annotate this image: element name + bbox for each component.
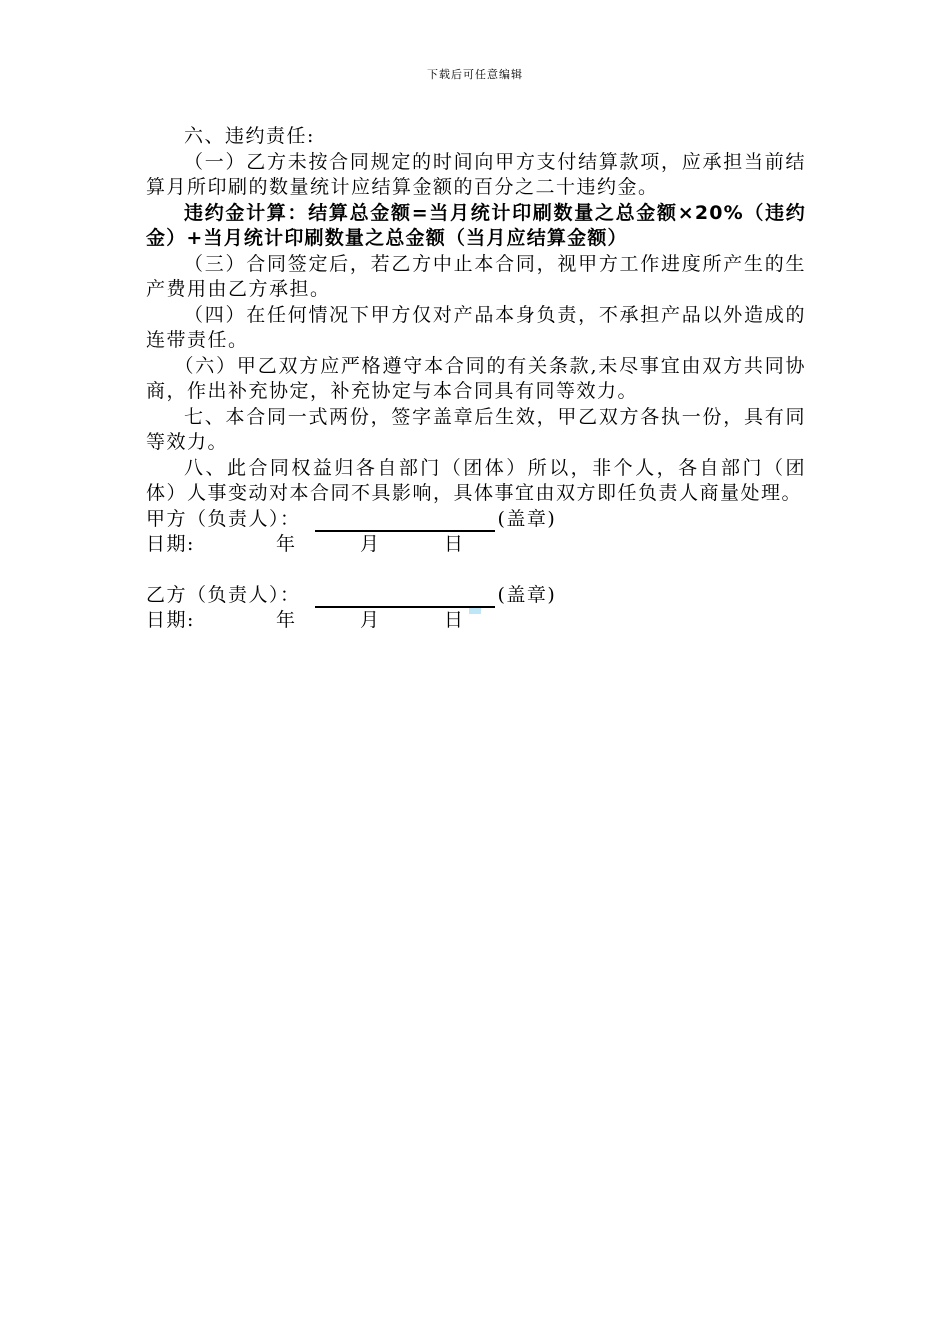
party-b-label: 乙方（负责人）： <box>146 583 301 606</box>
section-7: 七、本合同一式两份，签字盖章后生效，甲乙双方各执一份，具有同等效力。 <box>146 405 806 453</box>
clause-6: （六）甲乙双方应严格遵守本合同的有关条款,未尽事宜由双方共同协商，作出补充协定，补充协定与本合同具有同等效力。 <box>146 354 806 402</box>
section-8: 八、此合同权益归各自部门（团体）所以，非个人，各自部门（团体）人事变动对本合同不具影响，具体事宜由双方即任负责人商量处理。 <box>146 456 806 504</box>
party-b-day: 日 <box>444 609 465 631</box>
party-a-year: 年 <box>276 533 297 555</box>
party-a-label: 甲方（负责人）： <box>146 507 301 530</box>
party-a-signature-line[interactable] <box>315 510 495 532</box>
party-b-signature-row <box>146 583 806 609</box>
clause-4: （四）在任何情况下甲方仅对产品本身负责，不承担产品以外造成的连带责任。 <box>146 303 806 351</box>
party-b-signature-line[interactable] <box>315 586 495 608</box>
clause-3: （三）合同签定后，若乙方中止本合同，视甲方工作进度所产生的生产费用由乙方承担。 <box>146 252 806 300</box>
section-6-title: 六、违约责任: <box>184 125 315 147</box>
party-a-date-row <box>146 532 806 558</box>
party-a-day: 日 <box>444 533 465 555</box>
party-a-seal: (盖章) <box>497 507 557 530</box>
party-b-year: 年 <box>276 609 297 631</box>
party-b-seal: (盖章) <box>497 583 557 606</box>
party-b-date-label: 日期: <box>146 609 195 631</box>
document-body <box>146 124 806 634</box>
party-a-month: 月 <box>360 533 381 555</box>
clause-1: （一）乙方未按合同规定的时间向甲方支付结算款项，应承担当前结算月所印刷的数量统计应结算金额的百分之二十违约金。 <box>146 150 806 198</box>
party-b-month: 月 <box>360 609 381 631</box>
page-header: 下载后可任意编辑 <box>427 68 523 81</box>
party-a-date-label: 日期: <box>146 533 195 555</box>
penalty-formula: 违约金计算：结算总金额=当月统计印刷数量之总金额×20%（违约金）+当月统计印刷数量之总金额（当月应结算金额） <box>146 201 806 249</box>
party-b-date-row <box>146 608 806 634</box>
text-cursor-marker <box>469 608 481 614</box>
party-a-signature-row <box>146 507 806 533</box>
